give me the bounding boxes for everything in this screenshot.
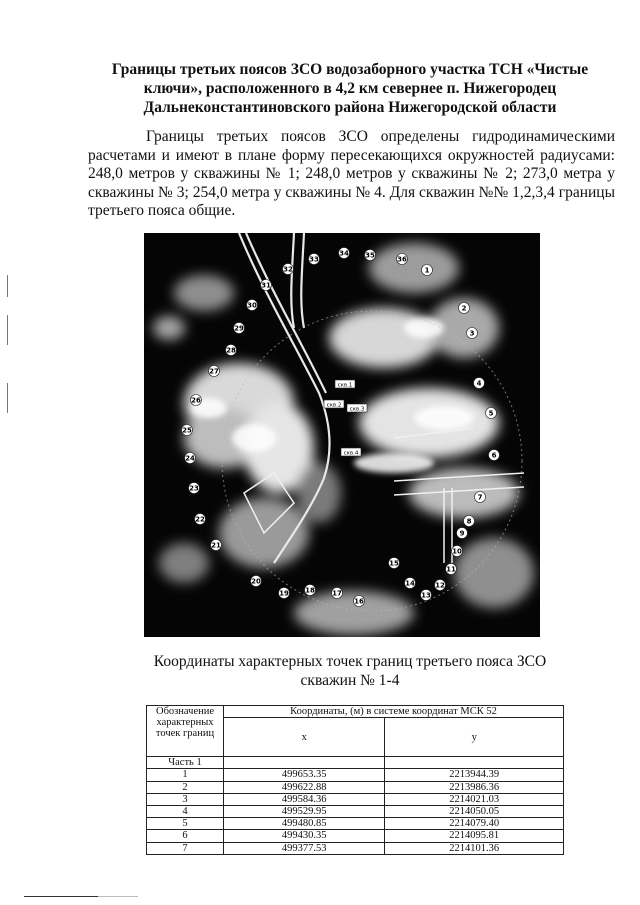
header-coordinates: Координаты, (м) в системе координат МСК 52 (224, 706, 564, 718)
boundary-point-marker (185, 453, 196, 464)
paragraph-line: 248,0 метров у скважины № 1; 248,0 метров у скважины № 2; 273,0 метра у (88, 165, 615, 183)
boundary-point-marker (279, 588, 290, 599)
empty-cell (385, 757, 564, 769)
boundary-point-marker (397, 254, 408, 265)
boundary-point-label: 30 (247, 301, 257, 310)
boundary-point-marker (475, 492, 486, 503)
well-marker (335, 380, 355, 389)
point-number: 2 (147, 781, 224, 793)
coordinates-title-line-2: скважин № 1-4 (300, 672, 400, 689)
well-label: скв.3 (349, 406, 365, 413)
boundary-point-label: 18 (305, 586, 315, 595)
boundary-point-label: 36 (397, 255, 407, 264)
boundary-point-label: 32 (283, 265, 293, 274)
coord-y: 2214095.81 (385, 830, 564, 842)
title-line-2: ключи», расположенного в 4,2 км севернее п. Нижегородец (143, 80, 557, 97)
coord-y: 2214079.40 (385, 818, 564, 830)
boundary-point-label: 21 (211, 541, 221, 550)
boundary-point-label: 4 (476, 379, 482, 388)
boundary-point-marker (446, 564, 457, 575)
boundary-point-label: 16 (354, 597, 364, 606)
boundary-point-marker (261, 280, 272, 291)
coord-x: 499653.35 (224, 769, 385, 781)
point-number: 1 (147, 769, 224, 781)
boundary-point-marker (332, 588, 343, 599)
boundary-point-marker (457, 528, 468, 539)
boundary-point-label: 27 (209, 367, 219, 376)
boundary-point-label: 35 (365, 251, 375, 260)
boundary-point-marker (283, 264, 294, 275)
coord-y: 2214021.03 (385, 793, 564, 805)
coord-x: 499584.36 (224, 793, 385, 805)
table-row (147, 806, 564, 818)
coord-y: 2214050.05 (385, 806, 564, 818)
coordinates-title-line-1: Координаты характерных точек границ третьего пояса ЗСО (153, 653, 547, 670)
boundary-point-marker (339, 248, 350, 259)
boundary-point-label: 23 (189, 484, 199, 493)
boundary-point-marker (467, 328, 478, 339)
document-title (90, 60, 610, 117)
title-line-1: Границы третьих поясов ЗСО водозаборного участка ТСН «Чистые (111, 61, 589, 78)
boundary-point-label: 7 (477, 493, 483, 502)
table-row (147, 842, 564, 854)
coord-y: 2213986.36 (385, 781, 564, 793)
footer-rule-faint (98, 896, 138, 897)
coord-x: 499622.88 (224, 781, 385, 793)
boundary-point-marker (209, 366, 220, 377)
boundary-point-label: 28 (226, 346, 236, 355)
paragraph-line: Границы третьих поясов ЗСО определены гидродинамическими (146, 128, 615, 145)
boundary-point-label: 10 (452, 547, 462, 556)
point-number: 6 (147, 830, 224, 842)
description-paragraph (88, 128, 615, 221)
boundary-point-label: 2 (461, 304, 467, 313)
point-number: 3 (147, 793, 224, 805)
boundary-point-marker (421, 590, 432, 601)
boundary-point-label: 26 (191, 396, 201, 405)
coord-x: 499377.53 (224, 842, 385, 854)
well-marker (347, 404, 367, 413)
boundary-point-label: 12 (435, 581, 445, 590)
boundary-point-marker (389, 558, 400, 569)
boundary-point-marker (251, 576, 262, 587)
table-row (147, 830, 564, 842)
point-number: 4 (147, 806, 224, 818)
header-designation: Обозначение характерных точек границ (147, 706, 224, 757)
boundary-point-label: 19 (279, 589, 289, 598)
boundary-point-marker (305, 585, 316, 596)
boundary-point-label: 14 (405, 579, 415, 588)
table-row (147, 793, 564, 805)
well-label: скв.2 (326, 402, 342, 409)
boundary-point-marker (489, 450, 500, 461)
well-marker (324, 400, 344, 409)
coord-x: 499529.95 (224, 806, 385, 818)
boundary-point-marker (474, 378, 485, 389)
table-row (147, 769, 564, 781)
empty-cell (224, 757, 385, 769)
paragraph-line: третьего пояса общие. (88, 202, 236, 220)
well-marker (341, 448, 361, 457)
point-number: 5 (147, 818, 224, 830)
part-label: Часть 1 (147, 757, 224, 769)
boundary-point-label: 9 (459, 529, 465, 538)
boundary-point-marker (405, 578, 416, 589)
boundary-point-label: 1 (424, 266, 430, 275)
coord-x: 499430.35 (224, 830, 385, 842)
boundary-point-label: 25 (182, 426, 192, 435)
boundary-point-marker (195, 514, 206, 525)
coord-x: 499480.85 (224, 818, 385, 830)
boundary-point-label: 24 (185, 454, 195, 463)
header-y: y (385, 718, 564, 757)
coord-y: 2214101.36 (385, 842, 564, 854)
boundary-point-label: 17 (332, 589, 342, 598)
paragraph-line: скважины № 3; 254,0 метра у скважины № 4. Для скважин №№ 1,2,3,4 границы (88, 183, 615, 201)
boundary-point-label: 8 (466, 517, 472, 526)
boundary-point-label: 3 (469, 329, 475, 338)
boundary-point-marker (211, 540, 222, 551)
footer-rule (24, 896, 98, 897)
boundary-point-marker (354, 596, 365, 607)
header-x: x (224, 718, 385, 757)
boundary-point-label: 20 (251, 577, 261, 586)
boundary-point-marker (486, 408, 497, 419)
boundary-point-label: 29 (234, 324, 244, 333)
boundary-point-marker (309, 254, 320, 265)
boundary-point-label: 6 (491, 451, 497, 460)
boundary-point-marker (191, 395, 202, 406)
boundary-point-marker (459, 303, 470, 314)
well-label: скв.4 (343, 450, 359, 457)
boundary-point-label: 15 (389, 559, 399, 568)
boundary-point-label: 22 (195, 515, 205, 524)
boundary-point-label: 31 (261, 281, 271, 290)
point-number: 7 (147, 842, 224, 854)
coordinates-title (100, 652, 600, 690)
paragraph-line: расчетами и имеют в плане форму пересекающихся окружностей радиусами: (88, 146, 615, 164)
boundary-point-label: 5 (488, 409, 494, 418)
boundary-point-marker (452, 546, 463, 557)
well-label: скв.1 (337, 382, 353, 389)
title-line-3: Дальнеконстантиновского района Нижегородской области (143, 99, 557, 116)
boundary-point-label: 33 (309, 255, 319, 264)
coord-y: 2213944.39 (385, 769, 564, 781)
coordinates-table (146, 705, 564, 855)
boundary-point-marker (365, 250, 376, 261)
boundary-point-marker (182, 425, 193, 436)
boundary-point-marker (422, 265, 433, 276)
boundary-point-label: 11 (446, 565, 456, 574)
table-row (147, 818, 564, 830)
aerial-map (144, 233, 540, 637)
boundary-point-marker (189, 483, 200, 494)
boundary-point-marker (247, 300, 258, 311)
boundary-point-marker (435, 580, 446, 591)
margin-marks (5, 275, 13, 415)
boundary-point-marker (234, 323, 245, 334)
part-row (147, 757, 564, 769)
table-row (147, 781, 564, 793)
boundary-point-label: 13 (421, 591, 431, 600)
boundary-point-marker (226, 345, 237, 356)
boundary-point-label: 34 (339, 249, 349, 258)
boundary-point-marker (464, 516, 475, 527)
